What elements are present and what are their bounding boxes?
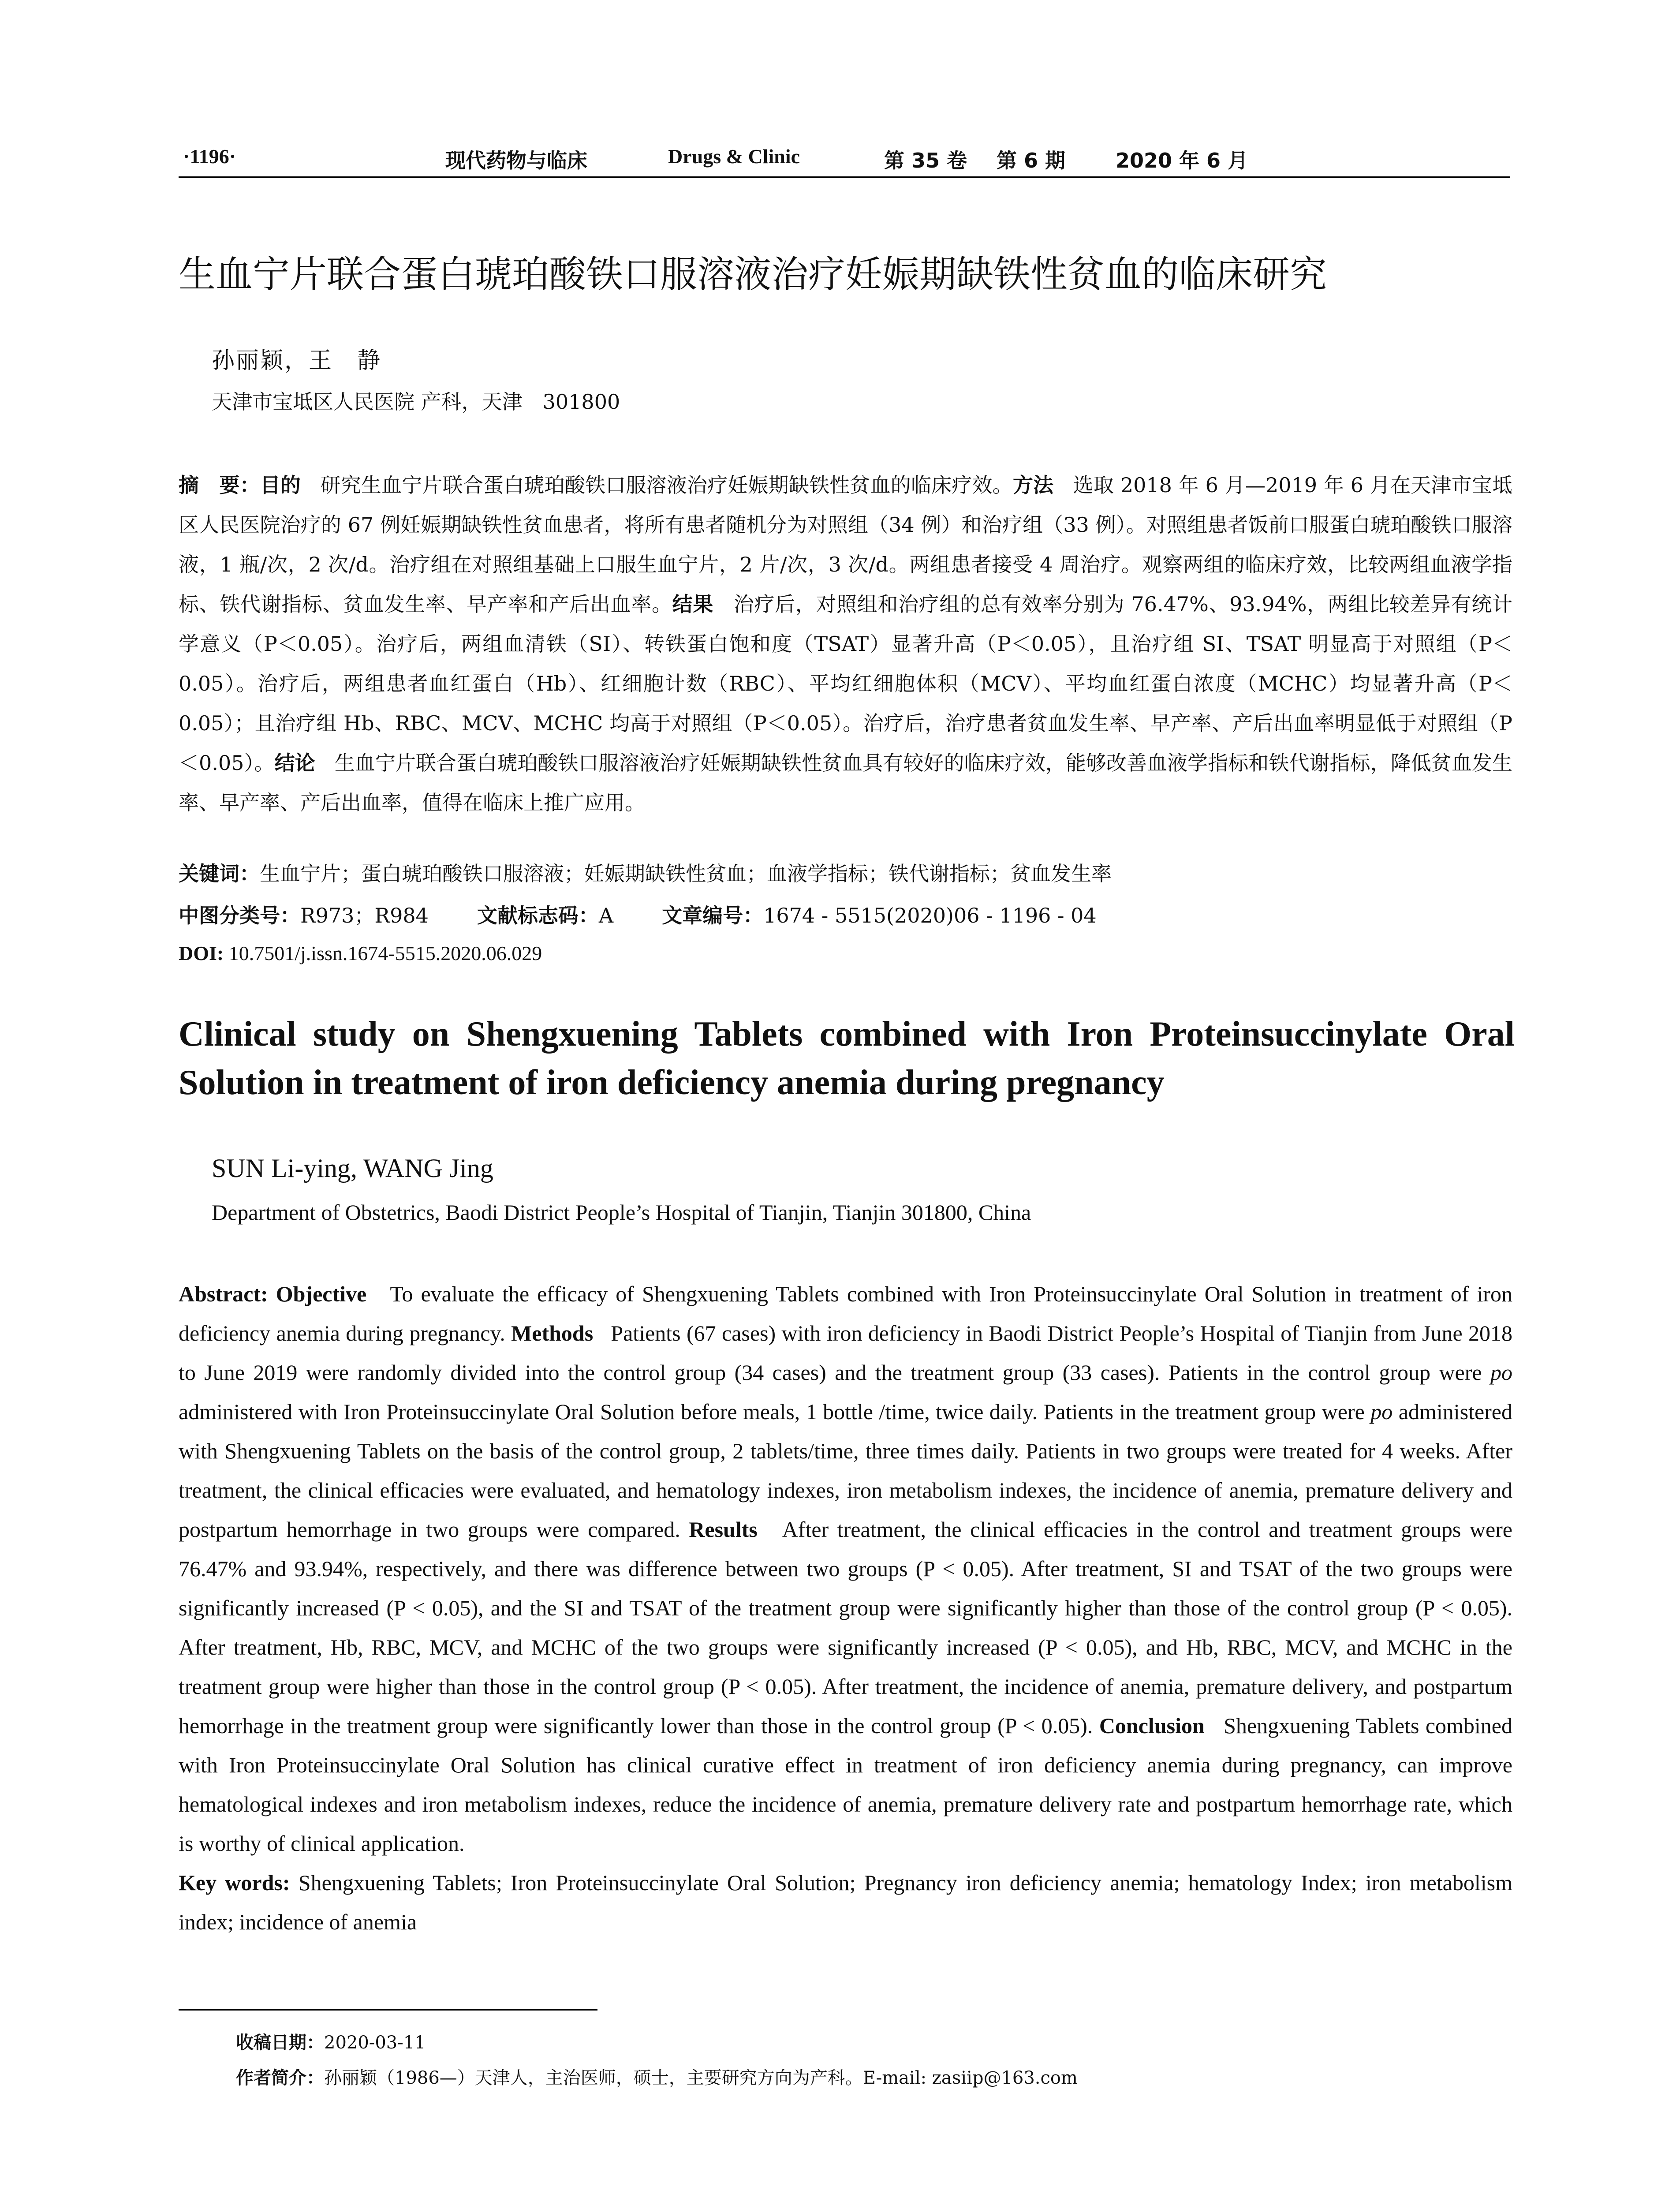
results-en: After treatment, the clinical efficacies in the control and treatment groups were 76.47% and 93.94%, respectively, and there was difference between two groups (P < 0.05). After treatment, SI and TSAT of the two groups were significantly increased (P < 0.05), and the SI and TSAT of the treatment group were significantly higher than those of the control group (P < 0.05). After treatment, Hb, RBC, MCV, and MCHC of the two groups were significantly increased (P < 0.05), and Hb, RBC, MCV, and MCHC in the treatment group were higher than those in the control group (P < 0.05). After treatment, the incidence of anemia, premature delivery, and postpartum hemorrhage in the treatment group were significantly lower than those in the control group (P < 0.05). bbox=[179, 1517, 1513, 1738]
received-label: 收稿日期： bbox=[236, 2033, 324, 2053]
conclusion-en-label: Conclusion bbox=[1099, 1713, 1205, 1738]
authors-en: SUN Li-ying, WANG Jing bbox=[212, 1154, 493, 1183]
footnote-divider bbox=[179, 2009, 597, 2011]
keywords-cn-text: 生血宁片；蛋白琥珀酸铁口服溶液；妊娠期缺铁性贫血；血液学指标；铁代谢指标；贫血发生率 bbox=[260, 862, 1112, 886]
abstract-cn-label: 摘 要： bbox=[179, 473, 260, 497]
volume: 第 35 卷 bbox=[884, 149, 967, 172]
title-cn: 生血宁片联合蛋白琥珀酸铁口服溶液治疗妊娠期缺铁性贫血的临床研究 bbox=[179, 253, 1327, 296]
affiliation-cn: 天津市宝坻区人民医院 产科，天津 301800 bbox=[212, 390, 620, 414]
po-term: po bbox=[1490, 1360, 1512, 1385]
keywords-cn-label: 关键词： bbox=[179, 862, 260, 886]
po-term: po bbox=[1370, 1399, 1393, 1424]
results-en-label: Results bbox=[689, 1517, 758, 1542]
issue: 第 6 期 bbox=[997, 149, 1066, 172]
classification-line bbox=[179, 900, 1097, 929]
doi-value: 10.7501/j.issn.1674-5515.2020.06.029 bbox=[228, 942, 542, 964]
objective-cn: 研究生血宁片联合蛋白琥珀酸铁口服溶液治疗妊娠期缺铁性贫血的临床疗效。 bbox=[320, 473, 1013, 497]
objective-en: To evaluate the efficacy of Shengxuening Tablets combined with Iron Proteinsuccinylate Oral Solution in treatment of iron deficiency anemia during pregnancy. bbox=[179, 1282, 1512, 1345]
objective-cn-label: 目的 bbox=[260, 473, 301, 497]
methods-cn-label: 方法 bbox=[1012, 473, 1054, 497]
conclusion-cn: 生血宁片联合蛋白琥珀酸铁口服溶液治疗妊娠期缺铁性贫血具有较好的临床疗效，能够改善血液学指标和铁代谢指标，降低贫血发生率、早产率、产后出血率，值得在临床上推广应用。 bbox=[179, 751, 1513, 815]
affiliation-en: Department of Obstetrics, Baodi District People’s Hospital of Tianjin, Tianjin 301800, China bbox=[212, 1200, 1031, 1225]
author-bio: 孙丽颖（1986—）天津人，主治医师，硕士，主要研究方向为产科。E-mail: zasiip@163.com bbox=[324, 2068, 1078, 2088]
doc-code-value: A bbox=[598, 904, 614, 927]
author-bio-label: 作者简介： bbox=[236, 2068, 324, 2088]
page-number: ·1196· bbox=[183, 145, 236, 168]
objective-en-label: Objective bbox=[276, 1282, 367, 1306]
running-head bbox=[179, 137, 1510, 178]
title-en: Clinical study on Shengxuening Tablets combined with Iron Proteinsuccinylate Oral Solution in treatment of iron deficiency anemia during pregnancy bbox=[179, 1015, 1515, 1102]
results-cn: 治疗后，对照组和治疗组的总有效率分别为 76.47%、93.94%，两组比较差异有统计学意义（P＜0.05）。治疗后，两组血清铁（SI）、转铁蛋白饱和度（TSAT）显著升高（P＜0.05），且治疗组 SI、TSAT 明显高于对照组（P＜0.05）。治疗后，两组患者血红蛋白（Hb）、红细胞计数（RBC）、平均红细胞体积（MCV）、平均血红蛋白浓度（MCHC）均显著升高（P＜0.05）；且治疗组 Hb、RBC、MCV、MCHC 均高于对照组（P＜0.05）。治疗后，治疗患者贫血发生率、早产率、产后出血率明显低于对照组（P＜0.05）。 bbox=[179, 592, 1513, 775]
footnote-author bbox=[236, 2064, 1078, 2089]
conclusion-cn-label: 结论 bbox=[274, 751, 315, 775]
doi-line bbox=[179, 942, 542, 965]
methods-en-c: administered with Shengxuening Tablets on the basis of the control group, 2 tablets/time, three times daily. Patients in two groups were treated for 4 weeks. After treatment, the clinical efficacies were evaluated, and hematology indexes, iron metabolism indexes, the incidence of anemia, premature delivery and postpartum hemorrhage in two groups were compared. bbox=[179, 1399, 1513, 1542]
abstract-cn bbox=[179, 465, 1512, 822]
abstract-en bbox=[179, 1274, 1512, 1942]
conclusion-en: Shengxuening Tablets combined with Iron Proteinsuccinylate Oral Solution has clinical curative effect in treatment of iron deficiency anemia during pregnancy, can improve hematological indexes and iron metabolism indexes, reduce the incidence of anemia, premature delivery rate and postpartum hemorrhage rate, which is worthy of clinical application. bbox=[179, 1713, 1513, 1856]
received-date: 2020-03-11 bbox=[324, 2033, 426, 2053]
methods-en-b: administered with Iron Proteinsuccinylate Oral Solution before meals, 1 bottle /time, twice daily. Patients in the treatment group were bbox=[179, 1399, 1365, 1424]
abstract-en-label: Abstract: bbox=[179, 1282, 268, 1306]
article-no-label: 文章编号： bbox=[662, 904, 764, 927]
clc-value: R973；R984 bbox=[300, 904, 429, 927]
methods-en-a: Patients (67 cases) with iron deficiency in Baodi District People’s Hospital of Tianjin from June 2018 to June 2019 were randomly divided into the control group (34 cases) and the treatment group (33 cases). Patients in the control group were bbox=[179, 1321, 1513, 1385]
journal-name-en: Drugs & Clinic bbox=[668, 145, 800, 168]
article-no-value: 1674 - 5515(2020)06 - 1196 - 04 bbox=[763, 904, 1097, 927]
results-cn-label: 结果 bbox=[672, 592, 713, 616]
clc-label: 中图分类号： bbox=[179, 904, 300, 927]
doi-label: DOI: bbox=[179, 942, 224, 964]
keywords-en-text: Shengxuening Tablets; Iron Proteinsuccinylate Oral Solution; Pregnancy iron deficiency anemia; hematology Index; iron metabolism index; incidence of anemia bbox=[179, 1870, 1512, 1934]
keywords-en-label: Key words: bbox=[179, 1870, 290, 1895]
methods-en-label: Methods bbox=[511, 1321, 594, 1345]
footnote-received bbox=[236, 2029, 426, 2054]
doc-code-label: 文献标志码： bbox=[477, 904, 599, 927]
authors-cn: 孙丽颖，王 静 bbox=[212, 348, 382, 374]
keywords-cn bbox=[179, 858, 1112, 887]
methods-cn: 选取 2018 年 6 月—2019 年 6 月在天津市宝坻区人民医院治疗的 67 例妊娠期缺铁性贫血患者，将所有患者随机分为对照组（34 例）和治疗组（33 例）。对照组患者饭前口服蛋白琥珀酸铁口服溶液，1 瓶/次，2 次/d。治疗组在对照组基础上口服生血宁片，2 片/次，3 次/d。两组患者接受 4 周治疗。观察两组的临床疗效，比较两组血液学指标、铁代谢指标、贫血发生率、早产率和产后出血率。 bbox=[179, 473, 1512, 616]
journal-name-cn: 现代药物与临床 bbox=[445, 149, 587, 172]
issue-date: 2020 年 6 月 bbox=[1116, 149, 1248, 172]
